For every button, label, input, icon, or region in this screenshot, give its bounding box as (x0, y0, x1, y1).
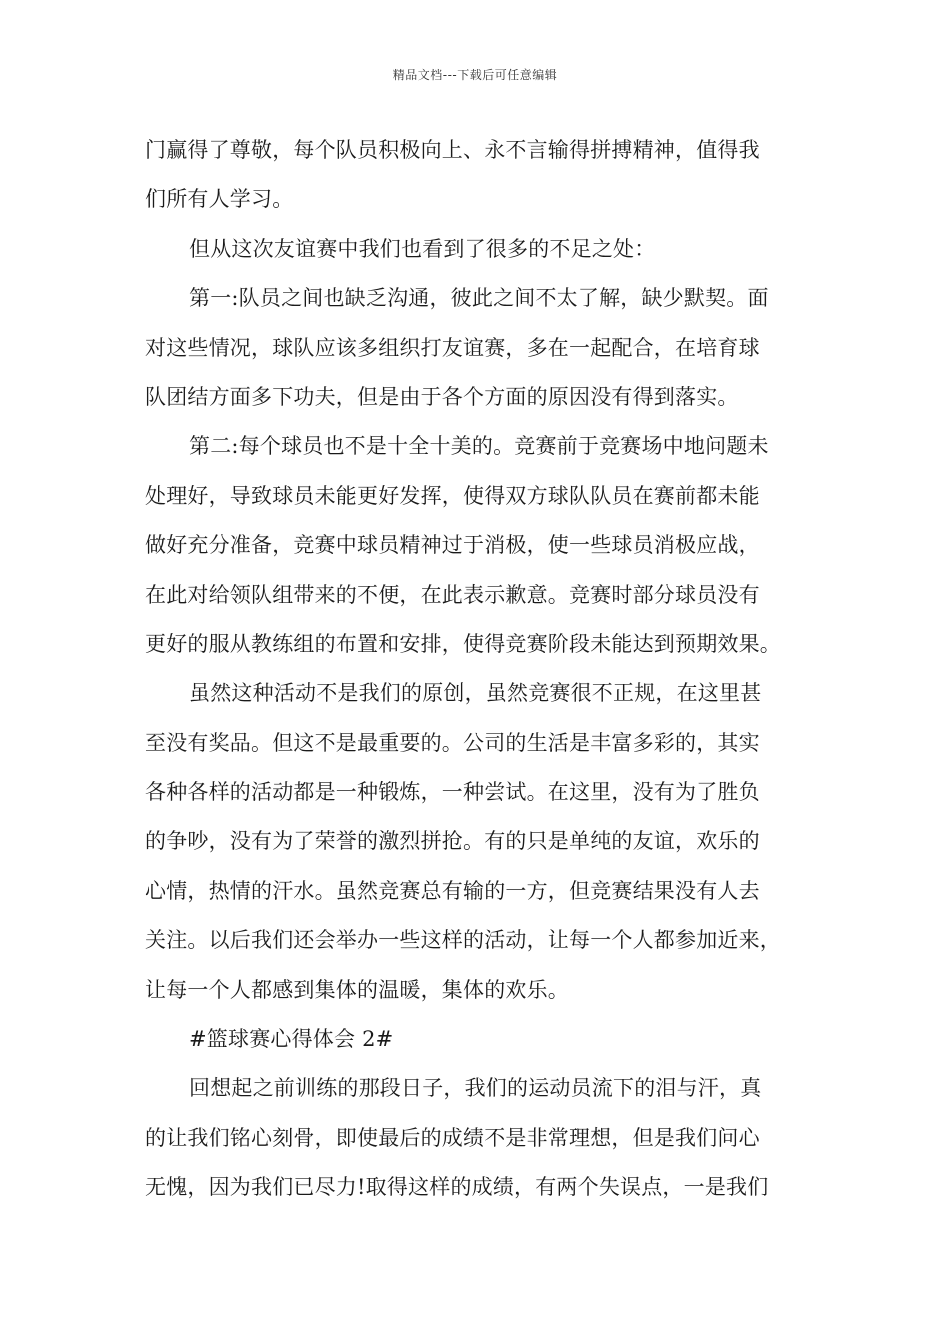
document-body (145, 126, 825, 1213)
text-line: 心情，热情的汗水。虽然竞赛总有输的一方，但竞赛结果没有人去 (145, 878, 760, 903)
text-line: 们所有人学习。 (145, 187, 294, 212)
text-line: 的争吵，没有为了荣誉的激烈拼抢。有的只是单纯的友谊，欢乐的 (145, 829, 760, 854)
text-line: 回想起之前训练的那段日子，我们的运动员流下的泪与汗，真 (189, 1076, 762, 1101)
text-line: 在此对给领队组带来的不便，在此表示歉意。竞赛时部分球员没有 (145, 582, 760, 607)
text-line: 各种各样的活动都是一种锻炼，一种尝试。在这里，没有为了胜负 (145, 780, 760, 805)
text-line: 做好充分准备，竞赛中球员精神过于消极，使一些球员消极应战， (145, 533, 760, 558)
text-line: 对这些情况，球队应该多组织打友谊赛，多在一起配合，在培育球 (145, 335, 760, 360)
text-line: 队团结方面多下功夫，但是由于各个方面的原因没有得到落实。 (145, 384, 739, 409)
text-line: 第一:队员之间也缺乏沟通，彼此之间不太了解，缺少默契。面 (189, 286, 769, 311)
text-line: 门赢得了尊敬，每个队员积极向上、永不言输得拼搏精神，值得我 (145, 138, 760, 162)
page-header: 精品文档---下载后可任意编辑 (392, 68, 558, 82)
text-line: 但从这次友谊赛中我们也看到了很多的不足之处： (189, 236, 656, 261)
text-line: 处理好，导致球员未能更好发挥，使得双方球队队员在赛前都未能 (145, 483, 760, 508)
text-line: 无愧，因为我们已尽力!取得这样的成绩，有两个失误点，一是我们 (145, 1175, 769, 1200)
text-line: 更好的服从教练组的布置和安排，使得竞赛阶段未能达到预期效果。 (145, 631, 781, 656)
text-line: 第二:每个球员也不是十全十美的。竞赛前于竞赛场中地问题未 (189, 434, 769, 459)
text-line: 的让我们铭心刻骨，即使最后的成绩不是非常理想，但是我们问心 (145, 1125, 760, 1150)
section-heading: #篮球赛心得体会 2# (189, 1027, 394, 1052)
text-line: 关注。以后我们还会举办一些这样的活动，让每一个人都参加近来， (145, 928, 781, 953)
text-line: 至没有奖品。但这不是最重要的。公司的生活是丰富多彩的，其实 (145, 730, 760, 755)
text-line: 让每一个人都感到集体的温暖，集体的欢乐。 (145, 977, 569, 1002)
text-line: 虽然这种活动不是我们的原创，虽然竞赛很不正规，在这里甚 (189, 681, 762, 706)
